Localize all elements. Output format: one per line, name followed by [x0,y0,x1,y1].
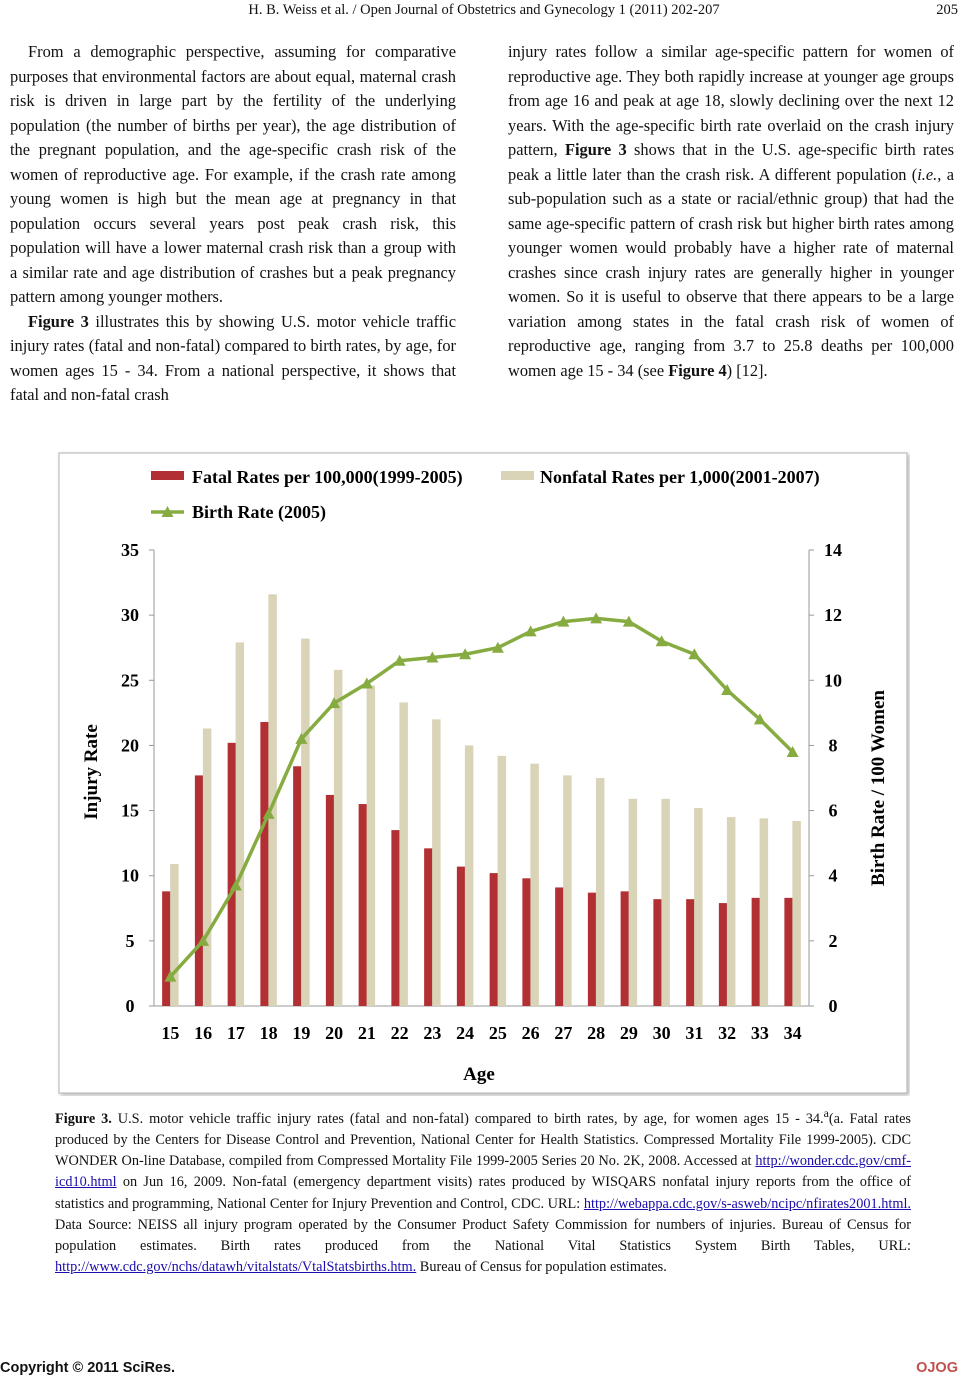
x-tick-label: 21 [357,1023,376,1043]
x-tick-label: 31 [685,1023,704,1043]
nonfatal-rate-bar [629,799,638,1006]
nonfatal-rate-bar [694,808,703,1006]
x-tick-label: 16 [194,1023,213,1043]
y2-tick-label: 14 [824,540,842,560]
y2-tick-label: 0 [828,996,838,1016]
x-axis-label: Age [463,1064,495,1085]
legend-label-nonfatal: Nonfatal Rates per 1,000(2001-2007) [540,467,820,487]
y2-tick-label: 12 [824,605,842,626]
figure-reference: Figure 3 [564,140,627,159]
fatal-rate-bar [228,743,237,1006]
x-tick-label: 23 [423,1023,442,1043]
y-tick-label: 5 [125,930,135,951]
x-tick-label: 24 [456,1023,475,1043]
y-tick-label: 35 [121,540,139,560]
nonfatal-rate-bar [661,799,670,1006]
nonfatal-rate-bar [367,685,376,1006]
paragraph: From a demographic perspective, assuming for comparative purposes that environmental factors are about equal, maternal crash risk is driven in large part by the fertility of the underlying population (the number of births per year), the age distribution of the pregnant population, and the age-specific crash risk of the women of reproductive age. For example, if the crash rate among young women is high but the mean age at pregnancy in that population occurs several years post peak crash risk, this population will have a lower maternal crash risk than a group with a similar rate and age distribution of crashes but a peak pregnancy pattern among younger mothers. [10,42,456,306]
y2-tick-label: 2 [828,930,838,951]
fatal-rate-bar [522,878,531,1006]
y-tick-label: 10 [121,865,139,886]
fatal-rate-bar [555,887,564,1006]
x-tick-label: 15 [161,1023,180,1043]
figure-reference: Figure 3 [28,311,89,331]
fatal-rate-bar [588,893,597,1006]
figure-3-chart [56,450,910,1096]
link-wisqars[interactable]: http://webappa.cdc.gov/s-asweb/ncipc/nfirates2001.html. [583,1195,911,1212]
x-tick-label: 32 [718,1023,737,1043]
nonfatal-rate-bar [596,778,605,1006]
page-number: 205 [936,2,958,18]
nonfatal-rate-bar [236,643,245,1006]
y2-tick-label: 4 [828,865,838,886]
fatal-rate-bar [326,795,335,1006]
x-tick-label: 25 [488,1023,507,1043]
x-tick-label: 33 [750,1023,769,1043]
copyright: Copyright © 2011 SciRes. [0,1360,176,1376]
fatal-rate-bar [686,899,695,1006]
fatal-rate-bar [359,804,368,1006]
x-tick-label: 18 [259,1023,278,1043]
nonfatal-rate-bar [727,817,736,1006]
x-tick-label: 26 [521,1023,540,1043]
nonfatal-rate-bar [563,775,572,1006]
fatal-rate-bar [752,898,761,1006]
fatal-rate-bar [162,891,171,1006]
right-column [508,40,954,383]
running-title: H. B. Weiss et al. / Open Journal of Obstetrics and Gynecology 1 (2011) 202-207 [248,2,720,18]
x-tick-label: 34 [783,1023,802,1043]
y-tick-label: 20 [121,735,139,756]
nonfatal-rate-bar [498,756,507,1006]
paragraph: injury rates follow a similar age-specific pattern for women of reproductive age. They both rapidly increase at younger age groups from age 16 and peak at age 18, slowly declining over the next 12 years. With the age-specific birth rate overlaid on the crash injury pattern, Figure 3 shows that in the U.S. age-specific birth rates peak a little later than the crash risk. A different population (i.e., a sub-population such as a state or racial/ethnic group) that had the same age-specific pattern of crash risk but higher birth rates among younger women would probably have a higher rate of maternal crashes since crash injury rates are generally higher in younger women. So it is useful to observe that there appears to be a large variation among states in the fatal crash risk of women of reproductive age, ranging from 3.7 to 25.8 deaths per 100,000 women age 15 - 34 (see Figure 4) [12]. [508,42,954,380]
x-tick-label: 20 [325,1023,344,1043]
link-cdc-wonder[interactable]: http://wonder.cdc.gov/cmf-icd10.html [55,1153,911,1191]
journal-abbreviation: OJOG [916,1360,958,1376]
nonfatal-rate-bar [465,745,474,1006]
fatal-rate-bar [490,873,499,1006]
x-tick-label: 30 [652,1023,671,1043]
x-tick-label: 27 [554,1023,573,1043]
fatal-rate-bar [391,830,400,1006]
page-footer [0,1360,968,1382]
nonfatal-rate-bar [760,818,769,1006]
fatal-rate-bar [784,898,793,1006]
chart-svg [56,450,910,1096]
nonfatal-rate-bar [203,728,212,1006]
y2-tick-label: 6 [828,800,838,821]
nonfatal-rate-bar [432,719,441,1006]
x-tick-label: 28 [587,1023,606,1043]
nonfatal-rate-bar [301,639,310,1006]
caption-label: Figure 3. [55,1110,112,1127]
legend-label-birth: Birth Rate (2005) [192,502,326,522]
y2-axis-label: Birth Rate / 100 Women [868,690,889,886]
nonfatal-rate-bar [170,864,179,1006]
paragraph: Figure 3 illustrates this by showing U.S. motor vehicle traffic injury rates (fatal and non-fatal) compared to birth rates, by age, for women ages 15 - 34. From a national perspective, it shows that fatal and non-fatal crash [10,311,456,404]
nonfatal-rate-bar [792,821,801,1006]
fatal-rate-bar [195,775,204,1006]
y-tick-label: 25 [121,670,139,691]
nonfatal-rate-bar [399,702,408,1006]
figure-reference: Figure 4 [668,360,727,380]
fatal-rate-bar [653,899,662,1006]
x-tick-label: 19 [292,1023,311,1043]
y2-tick-label: 10 [824,670,842,691]
chart-frame [59,453,907,1093]
fatal-rate-bar [293,766,302,1006]
running-header [0,2,968,24]
left-column [10,40,456,408]
fatal-rate-bar [457,867,466,1006]
legend-swatch-nonfatal [501,471,534,480]
x-tick-label: 29 [619,1023,638,1043]
figure-caption: Figure 3. U.S. motor vehicle traffic injury rates (fatal and non-fatal) compared to birth rates, by age, for women ages 15 - 34.$^a$(a. Fatal rates produced by the Centers for Disease Control and Prevention, National Center for Health Statistics. Compressed Mortality File 1999-2005). CDC WONDER On-line Database, compiled from Compressed Mortality File 1999-2005 Series 20 No. 2K, 2008. Accessed at http://wonder.cdc.gov/cmf-icd10.html on Jun 16, 2009. Non-fatal (emergency department visits) rates produced by WISQARS nonfatal injury reports from the office of statistics and programming, National Center for Injury Prevention and Control, CDC. URL: http://webappa.cdc.gov/s-asweb/ncipc/nfirates2001.html. Data Source: NEISS all injury program operated by the Consumer Product Safety Commission for numbers of injuries. Bureau of Census for population estimates. Birth rates produced from the National Vital Statistics System Birth Tables, URL: http://www.cdc.gov/nchs/datawh/vitalstats/VtalStatsbirths.htm. Bureau of Census for population estimates. [55,1106,911,1276]
nonfatal-rate-bar [334,670,343,1006]
y2-tick-label: 8 [828,735,838,756]
x-tick-label: 22 [390,1023,409,1043]
y-tick-label: 15 [121,800,139,821]
fatal-rate-bar [260,722,269,1006]
legend-swatch-fatal [151,471,184,480]
fatal-rate-bar [719,903,728,1006]
y-tick-label: 30 [121,605,139,626]
link-nchs-vitalstats[interactable]: http://www.cdc.gov/nchs/datawh/vitalstats/VtalStatsbirths.htm. [55,1259,417,1276]
fatal-rate-bar [621,891,630,1006]
nonfatal-rate-bar [530,764,539,1006]
y-axis-label: Injury Rate [81,724,102,820]
fatal-rate-bar [424,848,433,1006]
x-tick-label: 17 [226,1023,245,1043]
legend-label-fatal: Fatal Rates per 100,000(1999-2005) [192,467,463,487]
y-tick-label: 0 [125,996,135,1016]
